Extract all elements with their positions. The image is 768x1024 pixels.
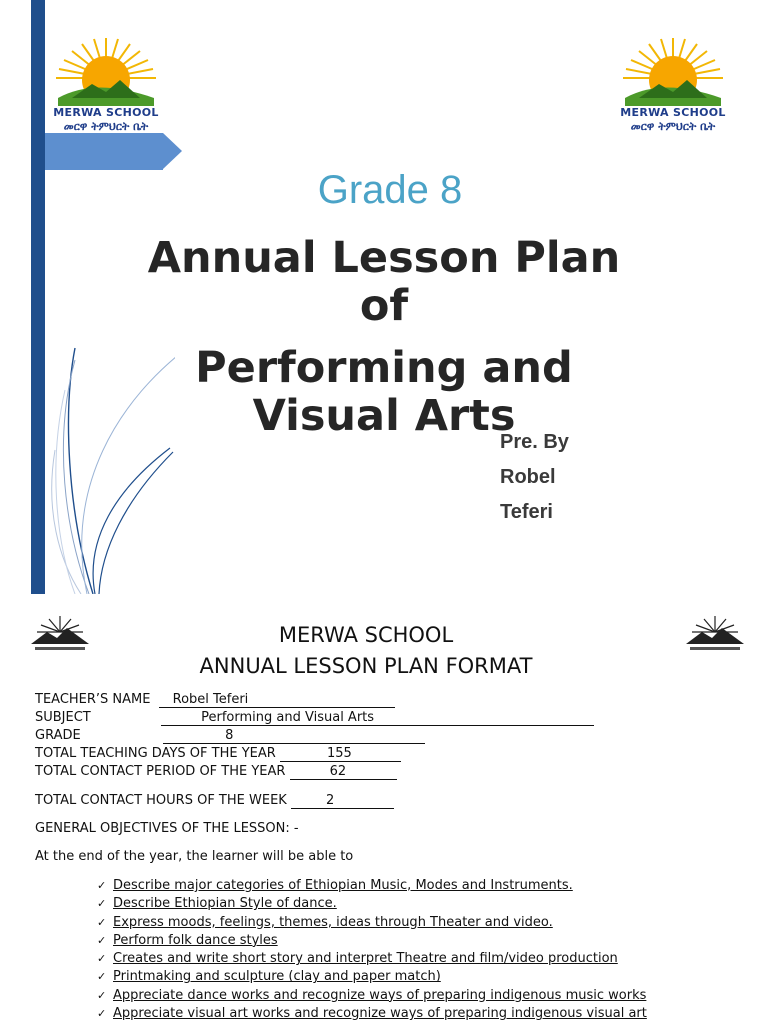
list-item [97,950,647,968]
list-item [97,987,647,1005]
teaching-days-value: 155 [326,746,352,761]
title-line: Performing and [195,343,573,393]
sun-logo-icon [44,32,168,112]
author-last-name: Teferi [500,501,553,523]
small-logo-left-icon [27,614,93,654]
school-logo-right [611,32,735,144]
objectives-intro: At the end of the year, the learner will be able to [35,849,354,864]
grade-label: GRADE [35,728,81,743]
check-icon: ✓ [97,897,107,911]
title-line: Visual Arts [252,391,516,441]
author-first-name: Robel [500,466,556,488]
objective-text: Describe Ethiopian Style of dance. [113,896,337,912]
subject-row [35,710,594,726]
small-logo-right-icon [682,614,748,654]
list-item [97,895,647,913]
sun-logo-icon [611,32,735,112]
document-title [110,234,658,440]
left-accent-bar [31,0,45,594]
contact-hours-row [35,793,394,809]
check-icon: ✓ [97,915,107,929]
teaching-days-label: TOTAL TEACHING DAYS OF THE YEAR [35,746,276,761]
subject-label: SUBJECT [35,710,91,725]
logo-school-name-amharic: መርዋ ትምህርት ቤት [630,120,716,133]
format-header [150,620,582,682]
check-icon: ✓ [97,988,107,1002]
teacher-value: Robel Teferi [172,692,249,707]
subject-value: Performing and Visual Arts [201,710,375,725]
logo-school-name-amharic: መርዋ ትምህርት ቤት [63,120,149,133]
contact-period-field [290,765,397,780]
objective-text: Appreciate visual art works and recognize ways of preparing indigenous visual art [113,1006,647,1022]
school-logo-left [44,32,168,144]
check-icon: ✓ [97,952,107,966]
grade-field [163,729,425,744]
school-name: MERWA SCHOOL [278,623,454,647]
grade-row [35,728,425,744]
title-line: of [359,281,409,331]
check-icon: ✓ [97,933,107,947]
contact-period-label: TOTAL CONTACT PERIOD OF THE YEAR [35,764,286,779]
teacher-label: TEACHER’S NAME [35,692,151,707]
format-title: ANNUAL LESSON PLAN FORMAT [199,654,533,678]
objective-text: Appreciate dance works and recognize ways of preparing indigenous music works [113,987,647,1003]
check-icon: ✓ [97,879,107,892]
objective-text: Creates and write short story and interpret Theatre and film/video production [113,951,618,967]
contact-hours-field [291,794,394,809]
list-item [97,932,647,950]
objectives-list [97,877,647,1023]
list-item [97,877,647,895]
objective-text: Express moods, feelings, themes, ideas through Theater and video. [113,914,553,930]
grade-value: 8 [225,728,234,743]
teacher-row [35,692,395,708]
check-icon: ✓ [97,970,107,984]
teacher-field [159,693,395,708]
objective-text: Perform folk dance styles [113,932,278,948]
contact-hours-label: TOTAL CONTACT HOURS OF THE WEEK [35,793,287,808]
prepared-by-block [500,425,620,530]
title-line: Annual Lesson Plan [147,233,621,283]
teaching-days-field [280,747,401,762]
grade-heading: Grade 8 [317,168,463,212]
lesson-plan-format-page [0,594,768,1024]
check-icon: ✓ [97,1007,107,1021]
list-item [97,914,647,932]
list-item [97,968,647,986]
objectives-heading: GENERAL OBJECTIVES OF THE LESSON: - [35,821,299,836]
title-spacer [110,330,658,344]
subject-field [161,711,594,726]
list-item [97,1005,647,1023]
contact-hours-value: 2 [325,793,335,808]
logo-school-name: MERWA SCHOOL [53,106,159,119]
logo-school-name: MERWA SCHOOL [620,106,726,119]
teaching-days-row [35,746,401,762]
prepared-by-label: Pre. By [500,431,569,453]
objective-text: Printmaking and sculpture (clay and paper match) [113,969,441,985]
contact-period-row [35,764,397,780]
objective-text: Describe major categories of Ethiopian Music, Modes and Instruments. [113,878,573,893]
contact-period-value: 62 [329,764,347,779]
